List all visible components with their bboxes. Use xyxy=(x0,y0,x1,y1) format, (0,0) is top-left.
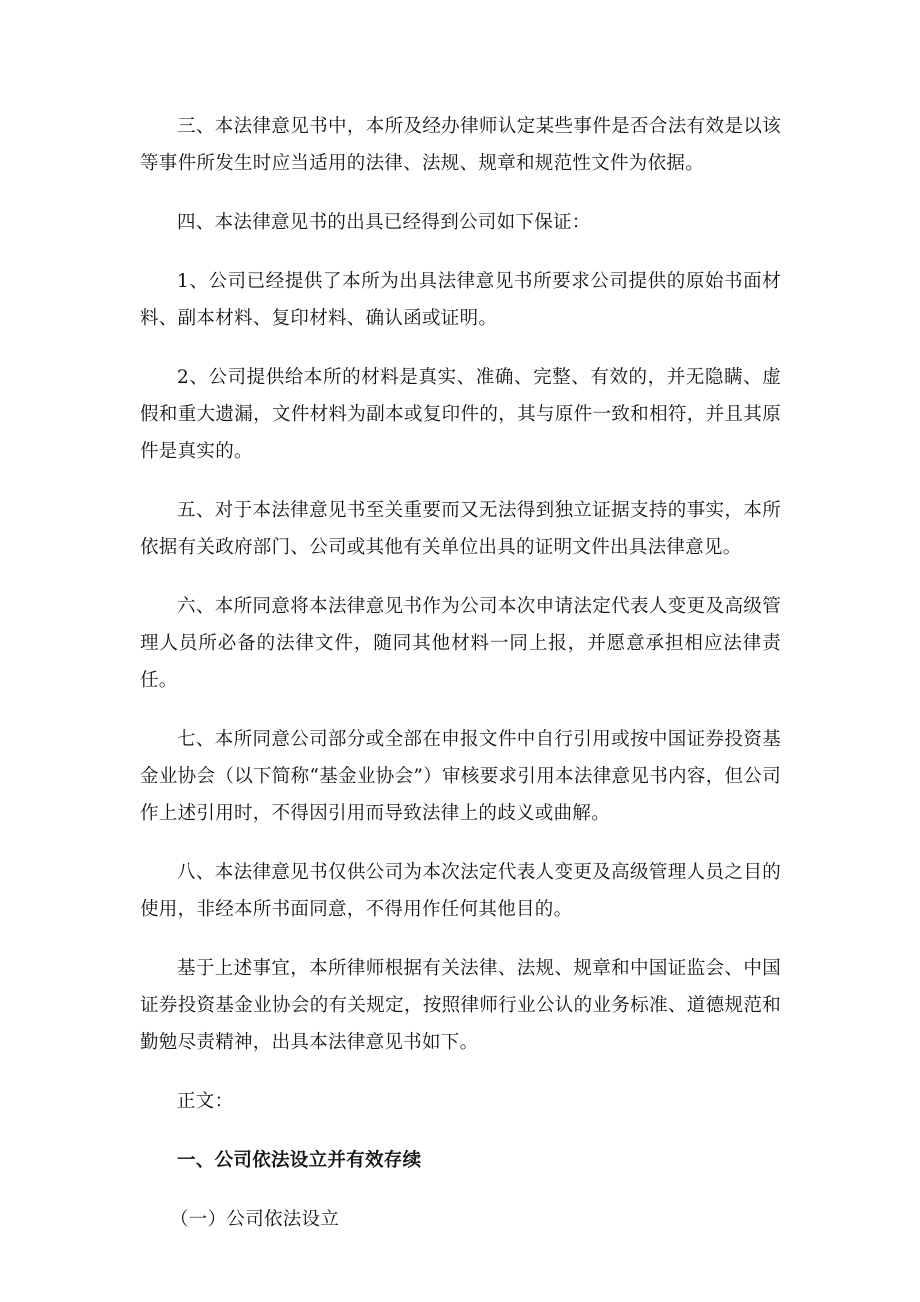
subsection-heading: （一）公司依法设立 xyxy=(170,1209,340,1230)
paragraph-clause-6: 六、本所同意将本法律意见书作为公司本次申请法定代表人变更及高级管理人员所必备的法律文件，随同其他材料一同上报，并愿意承担相应法律责任。 xyxy=(140,596,781,691)
paragraph-clause-7: 七、本所同意公司部分或全部在申报文件中自行引用或按中国证券投资基金业协会（以下简称“基金业协会”）审核要求引用本法律意见书内容，但公司作上述引用时，不得因引用而导致法律上的歧义或曲解。 xyxy=(140,729,781,824)
document-page xyxy=(140,108,781,1260)
section-heading: 一、公司依法设立并有效存续 xyxy=(177,1150,422,1171)
paragraph-guarantee-1: 1、公司已经提供了本所为出具法律意见书所要求公司提供的原始书面材料、副本材料、复印材料、确认函或证明。 xyxy=(140,271,781,329)
paragraph-clause-5: 五、对于本法律意见书至关重要而又无法得到独立证据支持的事实，本所依据有关政府部门、公司或其他有关单位出具的证明文件出具法律意见。 xyxy=(140,500,781,558)
paragraph-basis: 基于上述事宜，本所律师根据有关法律、法规、规章和中国证监会、中国证券投资基金业协会的有关规定，按照律师行业公认的业务标准、道德规范和勤勉尽责精神，出具本法律意见书如下。 xyxy=(140,958,781,1053)
paragraph-guarantee-2: 2、公司提供给本所的材料是真实、准确、完整、有效的，并无隐瞒、虚假和重大遗漏，文件材料为副本或复印件的，其与原件一致和相符，并且其原件是真实的。 xyxy=(140,367,781,462)
paragraph-main-text-label: 正文： xyxy=(177,1091,234,1112)
paragraph-clause-3: 三、本法律意见书中，本所及经办律师认定某些事件是否合法有效是以该等事件所发生时应当适用的法律、法规、规章和规范性文件为依据。 xyxy=(140,116,781,174)
paragraph-clause-4: 四、本法律意见书的出具已经得到公司如下保证： xyxy=(177,212,591,233)
paragraph-clause-8: 八、本法律意见书仅供公司为本次法定代表人变更及高级管理人员之目的使用，非经本所书面同意，不得用作任何其他目的。 xyxy=(140,862,781,920)
